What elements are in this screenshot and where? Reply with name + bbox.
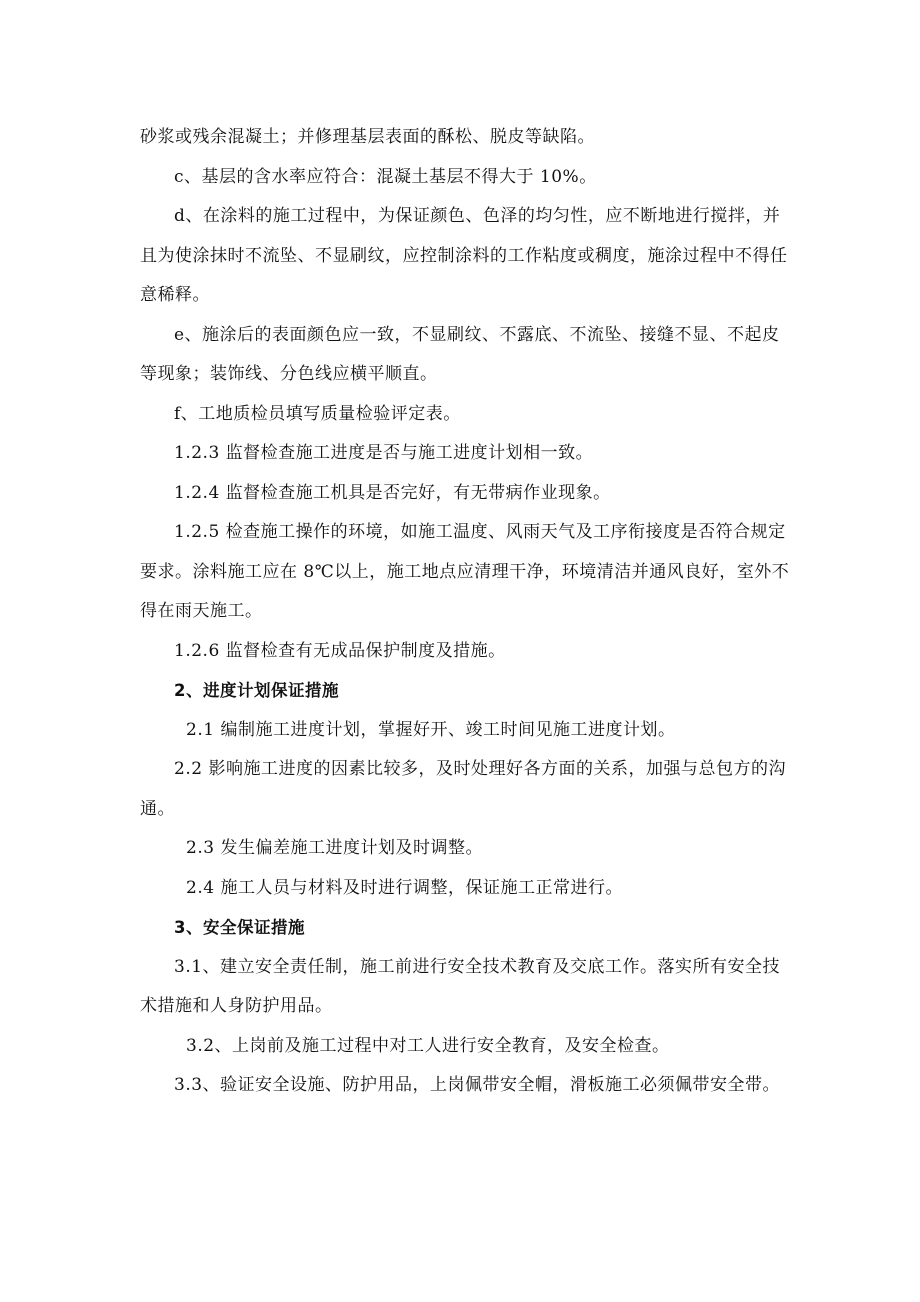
paragraph-continuation: 砂浆或残余混凝土；并修理基层表面的酥松、脱皮等缺陷。 [140,127,595,147]
paragraph-3-1: 3.1、建立安全责任制，施工前进行安全技术教育及交底工作。落实所有安全技术措施和人身防护用品。 [140,956,781,1016]
paragraph-item-e: e、施涂后的表面颜色应一致，不显刷纹、不露底、不流坠、接缝不显、不起皮等现象；装饰线、分色线应横平顺直。 [140,324,780,384]
paragraph-2-1: 2.1 编制施工进度计划，掌握好开、竣工时间见施工进度计划。 [186,719,676,740]
paragraph-2-4: 2.4 施工人员与材料及时进行调整，保证施工正常进行。 [186,877,623,898]
paragraph-1-2-5: 1.2.5 检查施工操作的环境，如施工温度、风雨天气及工序衔接度是否符合规定要求。涂料施工应在 8℃以上，施工地点应清理干净，环境清洁并通风良好，室外不得在雨天施工。 [140,522,790,621]
paragraph-1-2-3: 1.2.3 监督检查施工进度是否与施工进度计划相一致。 [174,443,594,463]
paragraph-3-2: 3.2、上岗前及施工过程中对工人进行安全教育，及安全检查。 [186,1035,670,1056]
section-heading-2: 2、进度计划保证措施 [174,681,339,700]
paragraph-1-2-4: 1.2.4 监督检查施工机具是否完好，有无带病作业现象。 [174,482,611,503]
section-heading-3: 3、安全保证措施 [174,918,305,937]
paragraph-item-d: d、在涂料的施工过程中，为保证颜色、色泽的均匀性，应不断地进行搅拌，并且为使涂抹时不流坠、不显刷纹，应控制涂料的工作粘度或稠度，施涂过程中不得任意稀释。 [140,206,788,305]
paragraph-2-3: 2.3 发生偏差施工进度计划及时调整。 [186,838,483,858]
paragraph-3-3: 3.3、验证安全设施、防护用品，上岗佩带安全帽，滑板施工必须佩带安全带。 [174,1075,781,1095]
paragraph-item-f: f、工地质检员填写质量检验评定表。 [174,403,461,424]
paragraph-1-2-6: 1.2.6 监督检查有无成品保护制度及措施。 [174,640,506,661]
paragraph-item-c: c、基层的含水率应符合：混凝土基层不得大于 10%。 [174,166,597,187]
document-body [140,118,790,1106]
paragraph-2-2: 2.2 影响施工进度的因素比较多，及时处理好各方面的关系，加强与总包方的沟通。 [140,759,786,819]
